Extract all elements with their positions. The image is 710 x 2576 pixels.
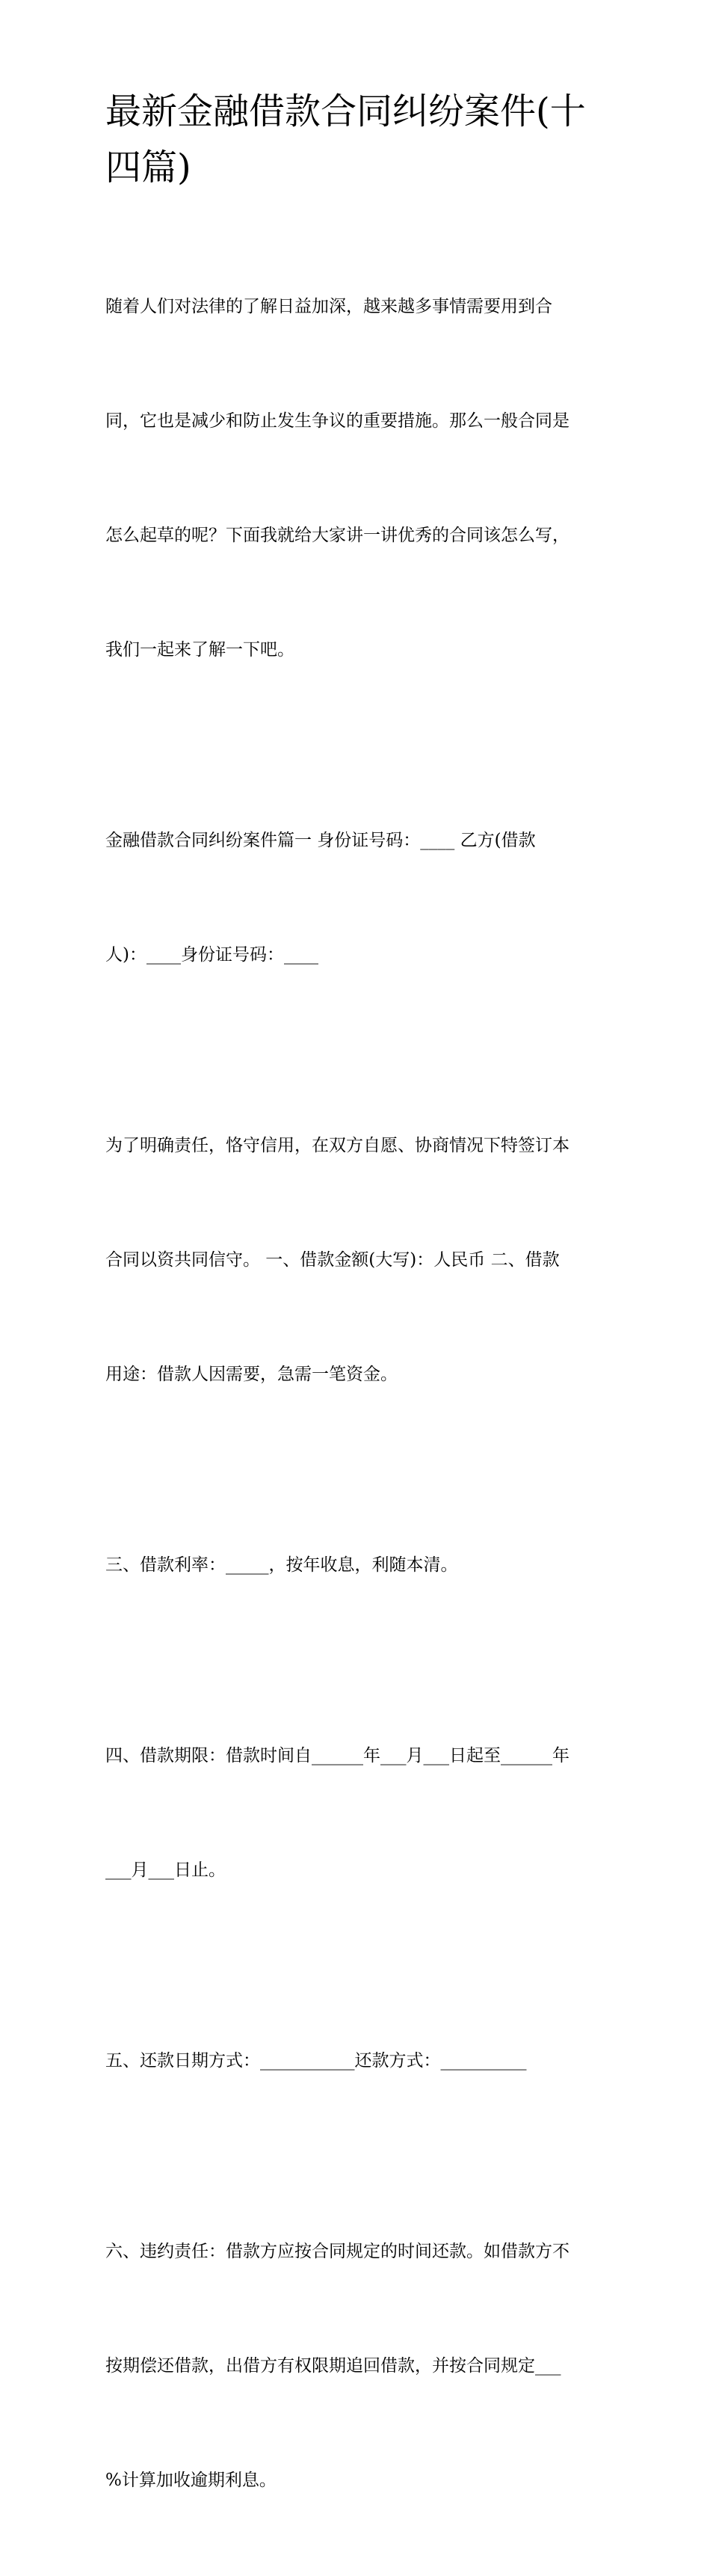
text-line: 五、还款日期方式：___________还款方式：__________ <box>105 2051 527 2071</box>
intro-paragraph <box>105 212 614 746</box>
title-line: 四篇) <box>105 147 191 188</box>
text-line: 六、违约责任：借款方应按合同规定的时间还款。如借款方不 <box>105 2242 569 2261</box>
text-line: 为了明确责任，恪守信用，在双方自愿、协商情况下特签订本 <box>105 1136 569 1155</box>
text-line: 人)：____身份证号码：____ <box>105 945 318 965</box>
text-line: %计算加收逾期利息。 <box>105 2471 277 2490</box>
interest-rate-clause <box>105 1470 614 1661</box>
text-line: 三、借款利率：_____，按年收息，利随本清。 <box>105 1555 458 1575</box>
text-line: ___月___日止。 <box>105 1860 226 1880</box>
purpose-paragraph <box>105 1051 614 1470</box>
document-page <box>105 84 614 2576</box>
text-line: 用途：借款人因需要，急需一笔资金。 <box>105 1365 398 1384</box>
text-line: 金融借款合同纠纷案件篇一 身份证号码：____ 乙方(借款 <box>105 831 536 850</box>
document-title <box>105 84 614 196</box>
breach-clause <box>105 2157 614 2576</box>
repayment-clause <box>105 1966 614 2157</box>
text-line: 我们一起来了解一下吧。 <box>105 640 294 660</box>
text-line: 随着人们对法律的了解日益加深，越来越多事情需要用到合 <box>105 297 552 316</box>
text-line: 怎么起草的呢？下面我就给大家讲一讲优秀的合同该怎么写， <box>105 526 569 545</box>
text-line: 合同以资共同信守。 一、借款金额(大写)：人民币 二、借款 <box>105 1250 560 1270</box>
text-line: 按期偿还借款，出借方有权限期追回借款，并按合同规定___ <box>105 2356 561 2376</box>
section-heading-paragraph <box>105 746 614 1051</box>
title-line: 最新金融借款合同纠纷案件(十 <box>105 90 586 132</box>
text-line: 四、借款期限：借款时间自______年___月___日起至______年 <box>105 1746 569 1765</box>
loan-term-clause <box>105 1661 614 1966</box>
text-line: 同，它也是减少和防止发生争议的重要措施。那么一般合同是 <box>105 411 569 431</box>
